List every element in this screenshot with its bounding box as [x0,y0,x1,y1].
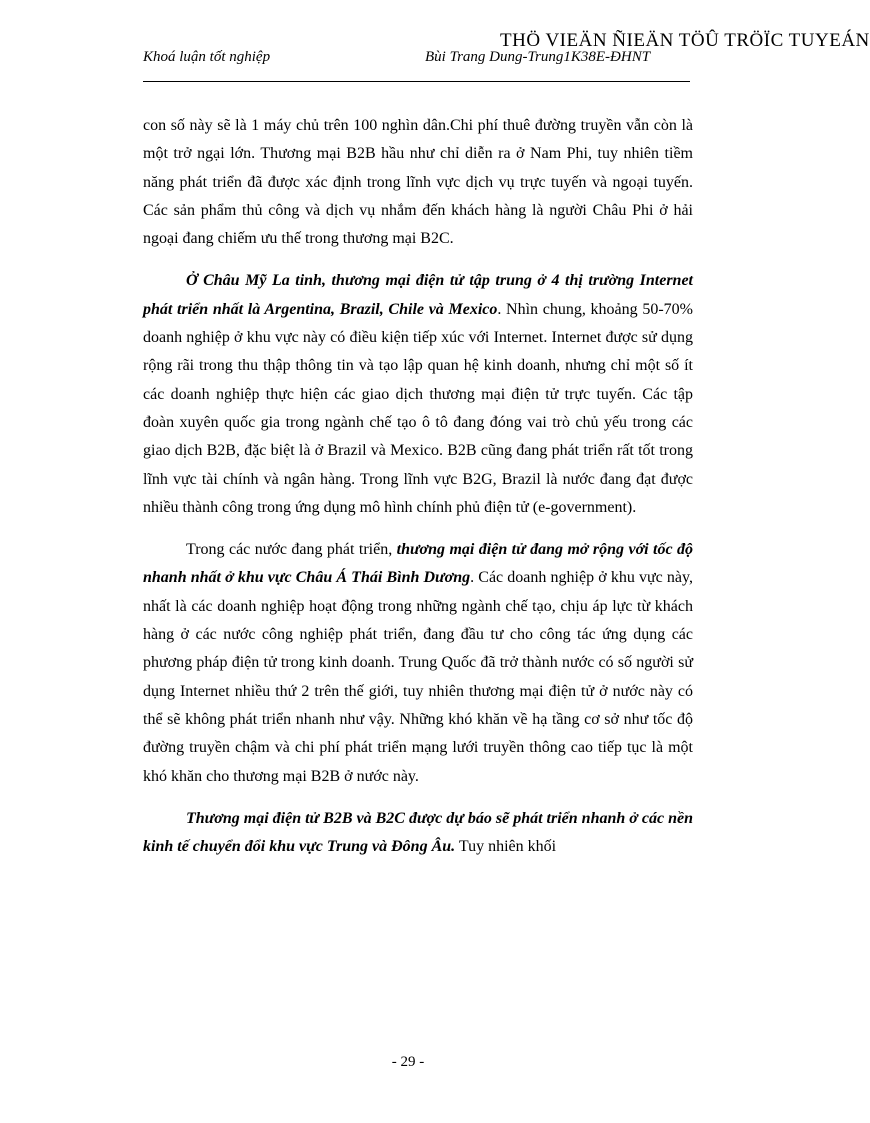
header-rule [143,81,690,82]
paragraph-3 [143,536,693,791]
paragraph-2 [143,267,693,522]
paragraph-text: Tuy nhiên khối [455,838,557,856]
watermark: THÖ VIEÄN ÑIEÄN TÖÛ TRÖÏC TUYEÁN [500,30,870,51]
paragraph-text: . Các doanh nghiệp ở khu vực này, nhất là các doanh nghiệp hoạt động trong những ngành chế tạo, chịu áp lực từ khách hàng ở các nước công nghiệp phát triển, đang đầu tư cho công tác ứng dụng các phương pháp điện tử trong kinh doanh. Trung Quốc đã trở thành nước có số người sử dụng Internet nhiều thứ 2 trên thế giới, tuy nhiên thương mại điện tử ở nước này có thể sẽ không phát triển nhanh như vậy. Những khó khăn về hạ tầng cơ sở như tốc độ đường truyền chậm và chi phí phát triển mạng lưới truyền thông cao tiếp tục là một khó khăn cho thương mại B2B ở nước này. [143,569,693,785]
paragraph-lead: Trong các nước đang phát triển, [186,541,397,559]
paragraph-1 [143,112,693,253]
paragraph-4 [143,805,693,862]
paragraph-emphasis: thương mại điện tử đang mở rộng với tốc độ nhanh nhất ở khu vực Châu Á Thái Bình Dương [143,541,694,587]
paragraph-emphasis: Ở Châu Mỹ La tinh, thương mại điện tử tập trung ở 4 thị trường Internet phát triển nhất là Argentina, Brazil, Chile và Mexico [143,272,693,318]
header-left-title: Khoá luận tốt nghiệp [143,49,271,65]
paragraph-text: con số này sẽ là 1 máy chủ trên 100 nghìn dân.Chi phí thuê đường truyền vẫn còn là một trở ngại lớn. Thương mại B2B hầu như chỉ diễn ra ở Nam Phi, tuy nhiên tiềm năng phát triển đã được xác định trong lĩnh vực dịch vụ trực tuyến và ngoại tuyến. Các sản phẩm thủ công và dịch vụ nhắm đến khách hàng là người Châu Phi ở hải ngoại đang chiếm ưu thế trong thương mại B2C. [143,117,693,248]
header-right-author: Bùi Trang Dung-Trung1K38E-ĐHNT [425,49,651,65]
body-text [143,112,693,875]
paragraph-text: . Nhìn chung, khoảng 50-70% doanh nghiệp ở khu vực này có điều kiện tiếp xúc với Internet. Internet được sử dụng rộng rãi trong thu thập thông tin và tạo lập quan hệ kinh doanh, nhưng chỉ một số ít các doanh nghiệp thực hiện các giao dịch thương mại điện tử trực tuyến. Các tập đoàn xuyên quốc gia trong ngành chế tạo ô tô đang đóng vai trò chủ yếu trong các giao dịch B2B, đặc biệt là ở Brazil và Mexico. B2B cũng đang phát triển rất tốt trong lĩnh vực tài chính và ngân hàng. Trong lĩnh vực B2G, Brazil là nước đang đạt được nhiều thành công trong ứng dụng mô hình chính phủ điện tử (e-government). [143,300,693,516]
paragraph-emphasis: Thương mại điện tử B2B và B2C được dự báo sẽ phát triển nhanh ở các nền kinh tế chuyển đổi khu vực Trung và Đông Âu. [143,809,693,856]
page-number: - 29 - [391,1054,425,1070]
